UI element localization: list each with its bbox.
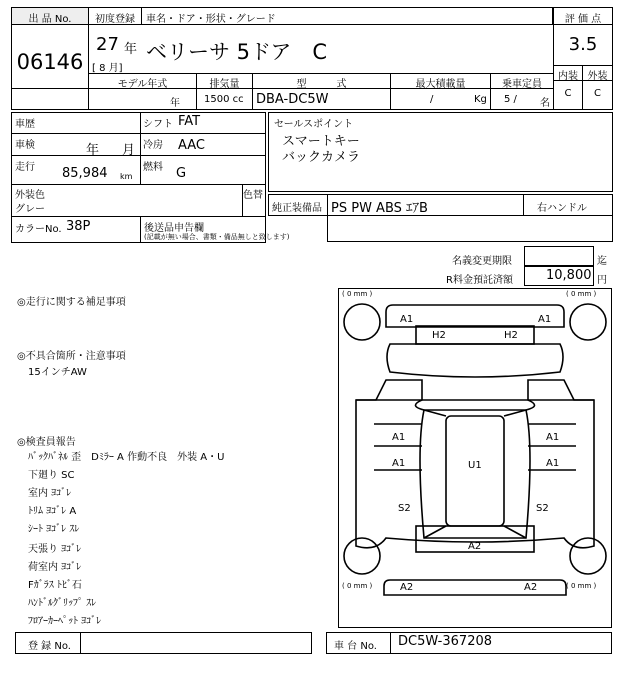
inspector-line-4: ﾄﾘﾑ ﾖｺﾞﾚ A <box>28 506 77 517</box>
car-name-label: 車名・ドア・形状・グレード <box>146 14 276 25</box>
headlight-left-mark: H2 <box>432 330 446 341</box>
lot-label: 出 品 No. <box>28 14 72 25</box>
inspection-month: 月 <box>122 143 136 158</box>
car-name: ベリーサ 5ドア C <box>146 40 328 64</box>
cabin-shape <box>420 410 530 538</box>
windshield-lines <box>424 410 526 538</box>
rear-bumper-right-mark: A2 <box>524 582 538 593</box>
mileage-value: 85,984 <box>62 166 108 181</box>
history-label: 車歴 <box>15 119 35 130</box>
color-value: グレー <box>15 204 45 215</box>
fuel-label: 燃料 <box>143 162 163 173</box>
inspector-line-10: ﾌﾛｱｰｶｰﾍﾟｯﾄ ﾖｺﾞﾚ <box>28 616 102 627</box>
inspection-label: 車検 <box>15 140 35 151</box>
color-change-label: 色替 <box>243 190 263 201</box>
spec-load-label: 最大積載量 <box>415 79 466 90</box>
details-col-line <box>140 112 141 184</box>
left-rear-door-mark: A1 <box>392 458 406 469</box>
sales-point-item-2: バックカメラ <box>282 150 361 165</box>
headlight-right-mark: H2 <box>504 330 518 341</box>
driving-notes-header: ◎走行に関する補足事項 <box>17 297 126 308</box>
equipment-value: PS PW ABS ｴｱB <box>331 201 428 216</box>
details-row-line-4 <box>11 216 266 217</box>
name-change-label: 名義変更期限 <box>452 256 512 267</box>
lot-number: 06146 <box>16 50 84 74</box>
equipment-label: 純正装備品 <box>272 203 322 214</box>
details-row-line-1 <box>11 133 266 134</box>
details-row-line-3 <box>11 184 266 185</box>
color-no-value: 38P <box>66 219 91 234</box>
handle-divider <box>523 194 524 216</box>
roof-mark: U1 <box>468 460 482 471</box>
ac-label: 冷房 <box>143 140 163 151</box>
tire-bl-label: ( 0 mm ) <box>342 582 373 590</box>
equipment-divider <box>327 194 328 216</box>
tire-br-label: ( 0 mm ) <box>566 582 597 590</box>
color-label: 外装色 <box>15 190 45 201</box>
model-code: DBA-DC5W <box>256 92 329 107</box>
year-unit: 年 <box>124 42 138 57</box>
shift-label: シフト <box>143 119 173 130</box>
reg-month: [ 8 月] <box>92 63 123 74</box>
spec-col-divider-1 <box>196 88 197 110</box>
back-door-mark: A2 <box>468 541 482 552</box>
spec-model-label: 型 式 <box>296 79 347 90</box>
inspector-line-2: 下廻り SC <box>28 470 75 481</box>
roof-shape <box>446 416 504 526</box>
max-load-unit: Kg <box>474 94 487 105</box>
capacity-unit: 名 <box>540 98 550 109</box>
handle-value: 右ハンドル <box>537 203 587 214</box>
ac-value: AAC <box>178 138 205 153</box>
rear-bumper-left-mark: A2 <box>400 582 414 593</box>
hood-shape <box>387 344 563 377</box>
reg-no-label: 登 録 No. <box>28 641 71 652</box>
year-number: 27 <box>96 34 119 55</box>
chassis-no: DC5W-367208 <box>398 634 493 649</box>
defect-item: 15インチAW <box>28 367 87 378</box>
inspector-header: ◎検査員報告 <box>17 437 76 448</box>
displacement-value: 1500 cc <box>204 94 244 105</box>
left-rear-fender-mark: S2 <box>398 503 411 514</box>
mileage-label: 走行 <box>15 162 35 173</box>
post-declaration-label: 後送品申告欄 <box>144 223 204 234</box>
spec-displacement-label: 排気量 <box>209 79 240 90</box>
name-change-unit: 迄 <box>597 256 607 267</box>
name-change-box <box>524 246 594 266</box>
sales-points-label: セールスポイント <box>274 119 354 130</box>
first-reg-label: 初度登録 <box>95 14 135 25</box>
defects-header: ◎不具合箇所・注意事項 <box>17 351 126 362</box>
interior-grade: C <box>564 88 572 99</box>
front-bumper-right-mark: A1 <box>538 314 552 325</box>
tire-front-right-icon <box>570 304 606 340</box>
exterior-label: 外装 <box>587 71 608 82</box>
left-side-shape <box>356 380 424 410</box>
inspector-line-7: 荷室内 ﾖｺﾞﾚ <box>28 562 82 573</box>
right-rear-door-mark: A1 <box>546 458 560 469</box>
recycle-label: R料金預託済額 <box>446 275 513 286</box>
tire-front-left-icon <box>344 304 380 340</box>
left-front-door-mark: A1 <box>392 432 406 443</box>
spec-capacity-label: 乗車定員 <box>502 79 542 90</box>
chassis-label: 車 台 No. <box>334 641 377 652</box>
details-row-line-2 <box>11 155 266 156</box>
score-label: 評 価 点 <box>564 14 602 25</box>
shift-value: FAT <box>178 114 201 129</box>
inspector-line-5: ｼｰﾄ ﾖｺﾞﾚ ｽﾚ <box>28 524 80 535</box>
inspector-line-8: Fｶﾞﾗｽ ﾄﾋﾞ石 <box>28 580 82 591</box>
tire-rear-left-icon <box>344 538 380 574</box>
reg-no-divider <box>80 632 81 654</box>
sales-point-item-1: スマートキー <box>282 134 360 149</box>
fuel-value: G <box>176 166 187 181</box>
car-diagram-svg <box>338 288 612 628</box>
tire-rear-right-icon <box>570 538 606 574</box>
right-front-door-mark: A1 <box>546 432 560 443</box>
inspection-year: 年 <box>86 143 100 158</box>
post-declaration-note: (記載が無い場合、書類・備品無しと致します) <box>144 233 290 241</box>
interior-label: 内装 <box>558 71 578 82</box>
chassis-divider <box>390 632 391 654</box>
capacity-value: 5 / <box>504 94 517 105</box>
spec-model-year-label: モデル年式 <box>117 79 168 90</box>
inspector-line-3: 室内 ﾖｺﾞﾚ <box>28 488 72 499</box>
inspector-line-1: ﾊﾞｯｸﾊﾞﾈﾙ 歪 Dﾐﾗｰ A 作動不良 外装 A・U <box>28 452 225 463</box>
tire-tl-label: ( 0 mm ) <box>342 290 373 298</box>
details-col-line-2 <box>140 216 141 243</box>
recycle-unit: 円 <box>597 275 607 286</box>
spec-col-divider-4 <box>490 88 491 110</box>
inspector-line-9: ﾊﾝﾄﾞﾙｸﾞﾘｯﾌﾟ ｽﾚ <box>28 598 97 609</box>
max-load-slash: / <box>430 94 434 105</box>
spec-col-divider-3 <box>390 88 391 110</box>
model-year-unit: 年 <box>170 98 180 109</box>
exterior-grade: C <box>594 88 601 99</box>
recycle-value: 10,800 <box>546 268 592 283</box>
score-value: 3.5 <box>568 34 598 55</box>
right-side-shape <box>526 380 594 410</box>
tire-tr-label: ( 0 mm ) <box>566 290 597 298</box>
color-no-label: カラーNo. <box>15 224 62 235</box>
equipment-blank-row <box>327 216 613 242</box>
mileage-unit: km <box>120 172 133 181</box>
spec-col-divider-2 <box>252 88 253 110</box>
inspector-line-6: 天張り ﾖｺﾞﾚ <box>28 544 82 555</box>
right-rear-fender-mark: S2 <box>536 503 549 514</box>
front-bumper-left-mark: A1 <box>400 314 414 325</box>
